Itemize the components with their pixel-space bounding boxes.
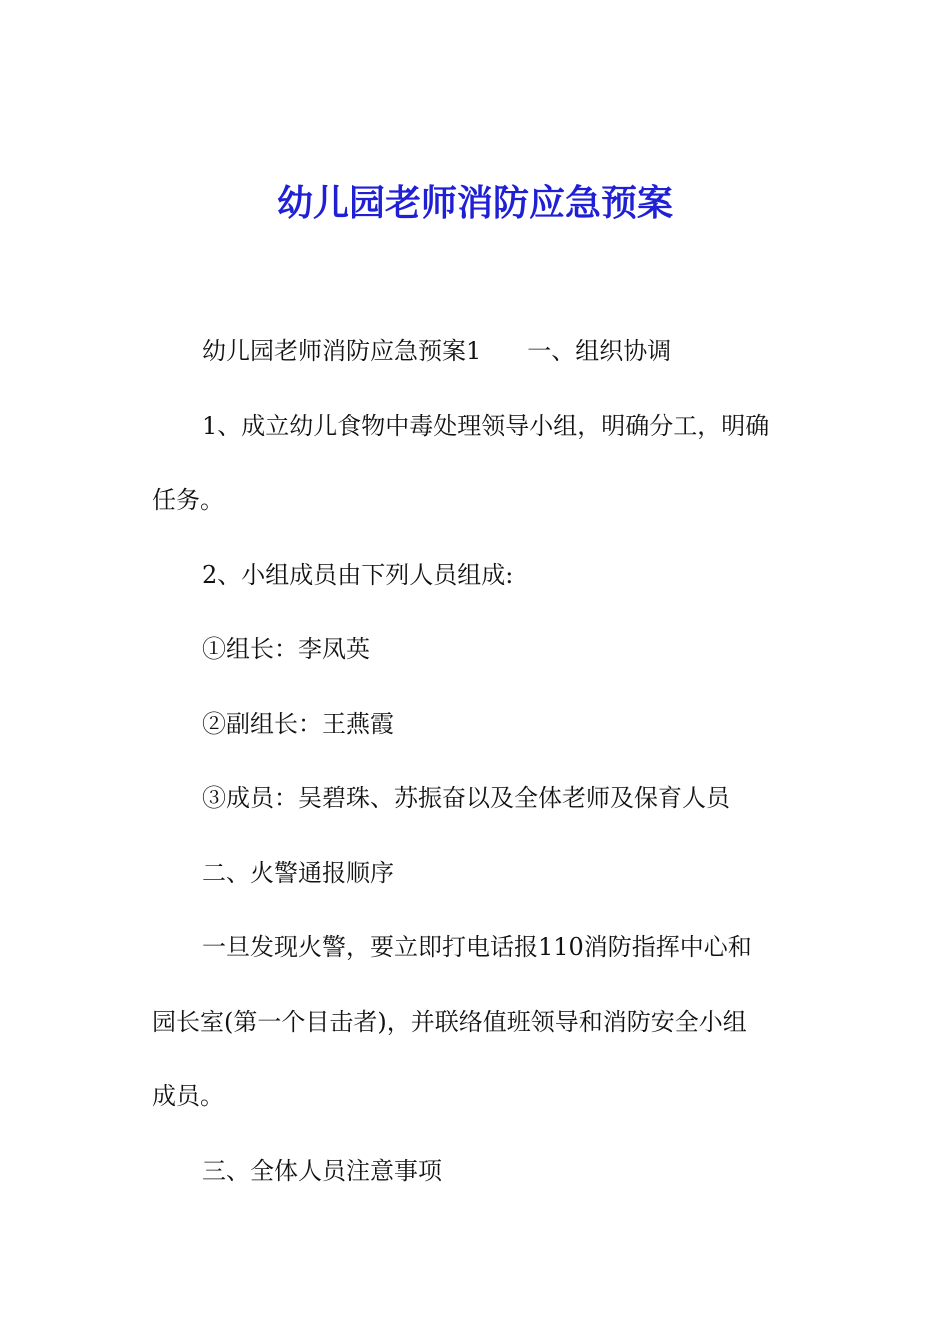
section-heading: 三、全体人员注意事项 — [202, 1156, 442, 1185]
paragraph-heading — [152, 326, 812, 401]
section-heading: 二、火警通报顺序 — [202, 858, 394, 887]
section-heading: 一、组织协调 — [527, 337, 672, 365]
paragraph-line: 一旦发现火警，要立即打电话报110消防指挥中心和 — [202, 933, 752, 961]
list-item: ①组长：李凤英 — [202, 635, 370, 663]
list-item: ③成员：吴碧珠、苏振奋以及全体老师及保育人员 — [202, 784, 730, 812]
document-title: 幼儿园老师消防应急预案 — [276, 182, 673, 224]
paragraph-line: 园长室(第一个目击者)，并联络值班领导和消防安全小组 — [152, 1007, 747, 1036]
paragraph-line: 2、小组成员由下列人员组成: — [202, 560, 514, 589]
document-body — [152, 326, 812, 1220]
paragraph-line: 1、成立幼儿食物中毒处理领导小组，明确分工，明确 — [202, 411, 770, 440]
paragraph-line: 任务。 — [152, 486, 224, 514]
subtitle-text: 幼儿园老师消防应急预案1 — [202, 337, 482, 365]
paragraph-line: 成员。 — [152, 1082, 224, 1110]
list-item: ②副组长：王燕霞 — [202, 709, 394, 738]
